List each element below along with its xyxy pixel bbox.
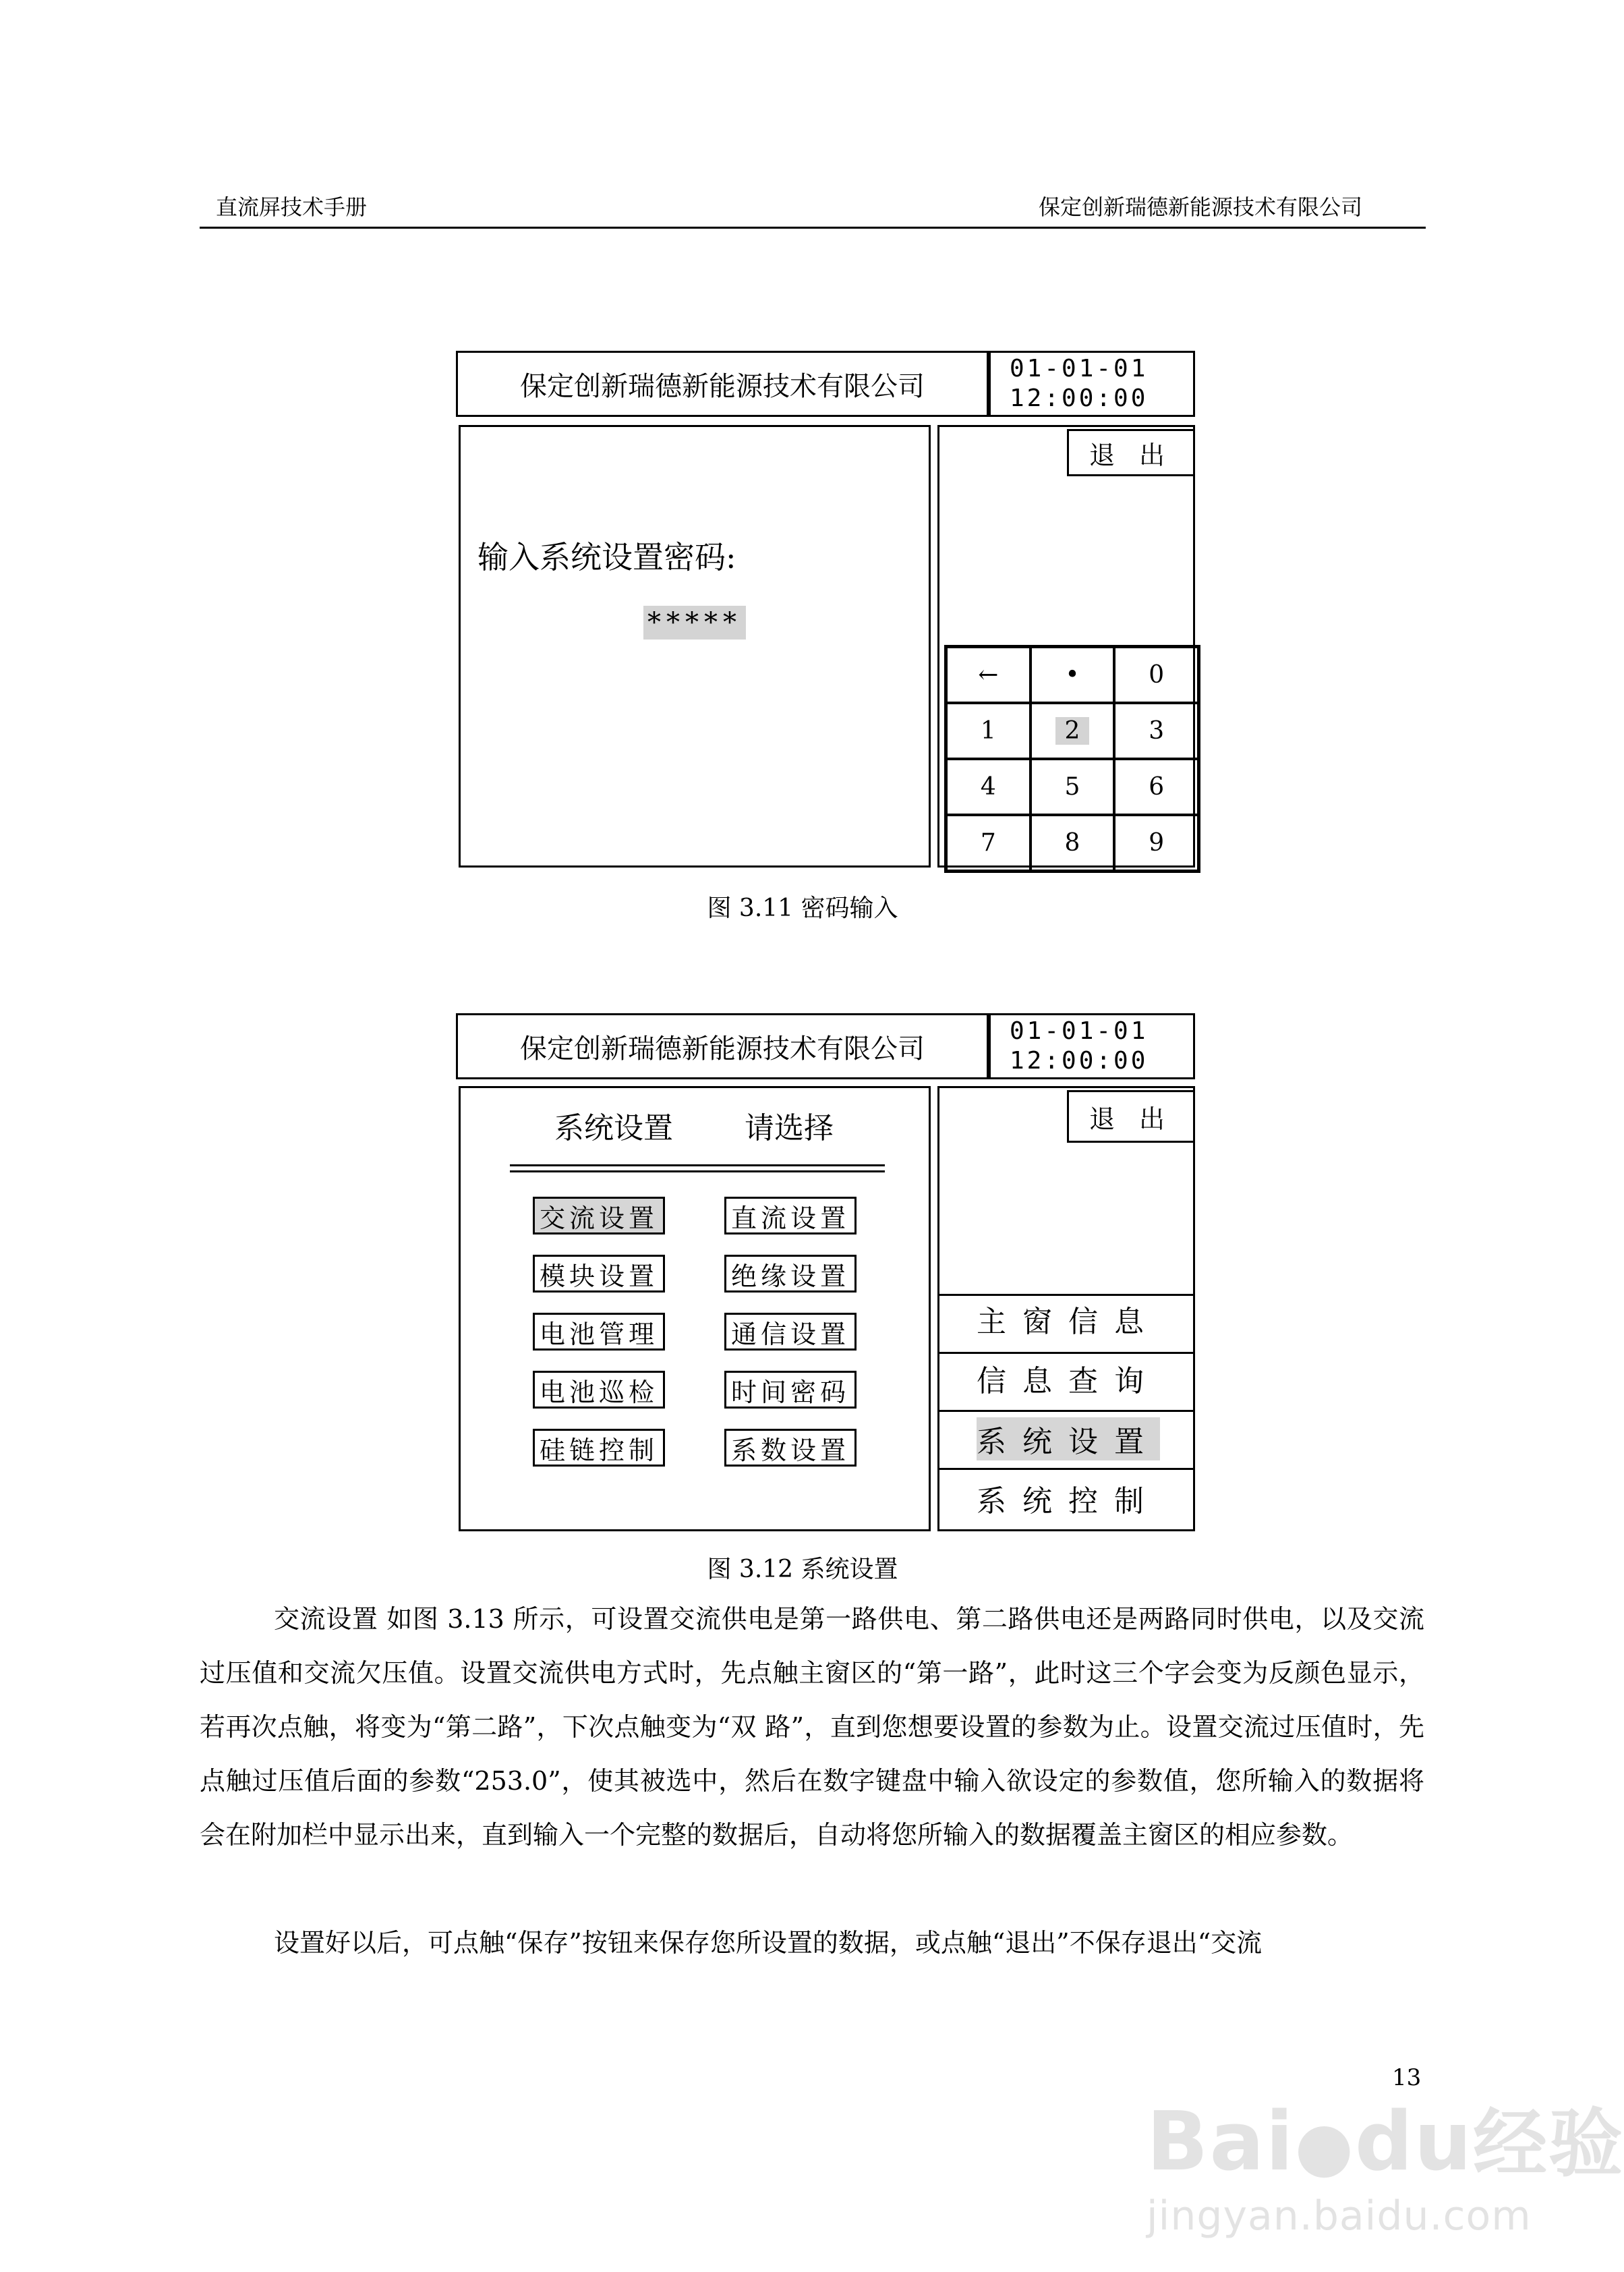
nav-system-control[interactable] bbox=[936, 1468, 1191, 1529]
password-mask: ***** bbox=[647, 607, 742, 638]
nav-label: 系统控制 bbox=[977, 1484, 1160, 1518]
key-9[interactable] bbox=[1114, 815, 1198, 871]
baidu-watermark bbox=[1147, 2084, 1624, 2191]
key-8[interactable] bbox=[1031, 815, 1115, 871]
key-7[interactable] bbox=[946, 815, 1031, 871]
watermark-product: 经验 bbox=[1473, 2101, 1624, 2187]
main-window bbox=[459, 1086, 931, 1531]
key-dot[interactable] bbox=[1031, 647, 1115, 703]
menu-coefficient-settings[interactable] bbox=[724, 1429, 857, 1467]
watermark-brand: Bai bbox=[1147, 2095, 1295, 2189]
key-4[interactable] bbox=[946, 759, 1031, 815]
key-backspace[interactable] bbox=[946, 647, 1031, 703]
key-label: 0 bbox=[1149, 661, 1165, 689]
nav-label: 主窗信息 bbox=[977, 1305, 1160, 1339]
exit-button[interactable] bbox=[1067, 429, 1195, 476]
exit-label: 退 出 bbox=[1089, 440, 1173, 470]
key-0[interactable] bbox=[1114, 647, 1198, 703]
body-paragraph: 交流设置 如图 3.13 所示，可设置交流供电是第一路供电、第二路供电还是两路同时供电，以及交流过压值和交流欠压值。设置交流供电方式时，先点触主窗区的“第一路”，此时这三个字会变为反颜色显示，若再次点触，将变为“第二路”，下次点触变为“双 路”，直到您想要设置的参数为止。设置交流过压值时，先点触过压值后面的参数“253.0”，使其被选中，然后在数字键盘中输入欲设定的参数值，您所输入的数据将会在附加栏中显示出来，直到输入一个完整的数据后，自动将您所输入的数据覆盖主窗区的相应参数。 bbox=[200, 1604, 1424, 1850]
figure-caption: 图 3.11 密码输入 bbox=[707, 894, 898, 922]
menu-module-settings[interactable] bbox=[533, 1255, 665, 1293]
menu-label: 直流设置 bbox=[730, 1203, 850, 1233]
nav-label: 系统设置 bbox=[977, 1417, 1160, 1460]
menu-label: 系数设置 bbox=[730, 1435, 850, 1465]
body-paragraph: 设置好以后，可点触“保存”按钮来保存您所设置的数据，或点触“退出”不保存退出“交流 bbox=[274, 1928, 1263, 1958]
menu-ac-settings[interactable] bbox=[533, 1197, 665, 1234]
paw-icon: ● bbox=[1294, 2107, 1355, 2186]
key-2[interactable] bbox=[1031, 703, 1115, 759]
key-label: 5 bbox=[1064, 773, 1080, 801]
menu-battery-management[interactable] bbox=[533, 1313, 665, 1351]
menu-label: 电池管理 bbox=[539, 1319, 658, 1349]
menu-title: 系统设置 bbox=[554, 1111, 673, 1145]
key-label: 8 bbox=[1064, 829, 1080, 857]
page-number: 13 bbox=[1392, 2064, 1422, 2091]
menu-label: 电池巡检 bbox=[539, 1377, 658, 1407]
ui-date: 01-01-01 bbox=[1010, 355, 1149, 382]
password-field[interactable] bbox=[643, 606, 746, 640]
ui-date: 01-01-01 bbox=[1010, 1017, 1149, 1045]
menu-label: 模块设置 bbox=[539, 1261, 658, 1291]
nav-system-settings[interactable] bbox=[936, 1410, 1191, 1468]
menu-dc-settings[interactable] bbox=[724, 1197, 857, 1234]
ui-title-text: 保定创新瑞德新能源技术有限公司 bbox=[520, 1033, 925, 1064]
exit-label: 退 出 bbox=[1089, 1104, 1173, 1134]
ui-title-bar bbox=[456, 1013, 989, 1079]
nav-main-info[interactable] bbox=[936, 1290, 1191, 1348]
ui-datetime-box bbox=[989, 351, 1195, 417]
key-label: 3 bbox=[1149, 717, 1165, 745]
ui-datetime-box bbox=[989, 1013, 1195, 1079]
nav-label: 信息查询 bbox=[977, 1364, 1160, 1398]
key-3[interactable] bbox=[1114, 703, 1198, 759]
menu-divider bbox=[510, 1164, 885, 1172]
menu-label: 时间密码 bbox=[730, 1377, 850, 1407]
backspace-icon: ← bbox=[978, 661, 999, 689]
key-6[interactable] bbox=[1114, 759, 1198, 815]
menu-silicon-chain-control[interactable] bbox=[533, 1429, 665, 1467]
key-5[interactable] bbox=[1031, 759, 1115, 815]
key-1[interactable] bbox=[946, 703, 1031, 759]
header-right: 保定创新瑞德新能源技术有限公司 bbox=[1039, 194, 1363, 220]
menu-subtitle: 请选择 bbox=[745, 1111, 834, 1145]
ui-time: 12:00:00 bbox=[1010, 385, 1149, 412]
key-label: 9 bbox=[1149, 829, 1165, 857]
key-label: 1 bbox=[980, 717, 996, 745]
menu-label: 交流设置 bbox=[539, 1203, 658, 1233]
key-label: 6 bbox=[1149, 773, 1165, 801]
figure-caption: 图 3.12 系统设置 bbox=[707, 1556, 898, 1583]
menu-time-password[interactable] bbox=[724, 1371, 857, 1409]
ui-time: 12:00:00 bbox=[1010, 1047, 1149, 1075]
key-label: 2 bbox=[1055, 717, 1090, 745]
ui-title-text: 保定创新瑞德新能源技术有限公司 bbox=[520, 370, 925, 402]
menu-label: 通信设置 bbox=[730, 1319, 850, 1349]
menu-label: 硅链控制 bbox=[539, 1435, 658, 1465]
numeric-keypad bbox=[944, 645, 1200, 873]
ui-title-bar bbox=[456, 351, 989, 417]
header-left: 直流屏技术手册 bbox=[216, 194, 368, 220]
header-rule bbox=[200, 227, 1426, 229]
menu-label: 绝缘设置 bbox=[730, 1261, 850, 1291]
menu-insulation-settings[interactable] bbox=[724, 1255, 857, 1293]
key-label: • bbox=[1065, 661, 1080, 689]
exit-button[interactable] bbox=[1067, 1090, 1195, 1143]
menu-comm-settings[interactable] bbox=[724, 1313, 857, 1351]
key-label: 7 bbox=[980, 829, 996, 857]
watermark-brand: du bbox=[1354, 2095, 1474, 2189]
menu-battery-inspection[interactable] bbox=[533, 1371, 665, 1409]
main-window bbox=[459, 425, 931, 868]
watermark-url: jingyan.baidu.com bbox=[1147, 2192, 1532, 2240]
password-prompt: 输入系统设置密码: bbox=[477, 539, 736, 575]
nav-info-query[interactable] bbox=[936, 1348, 1191, 1409]
key-label: 4 bbox=[980, 773, 996, 801]
